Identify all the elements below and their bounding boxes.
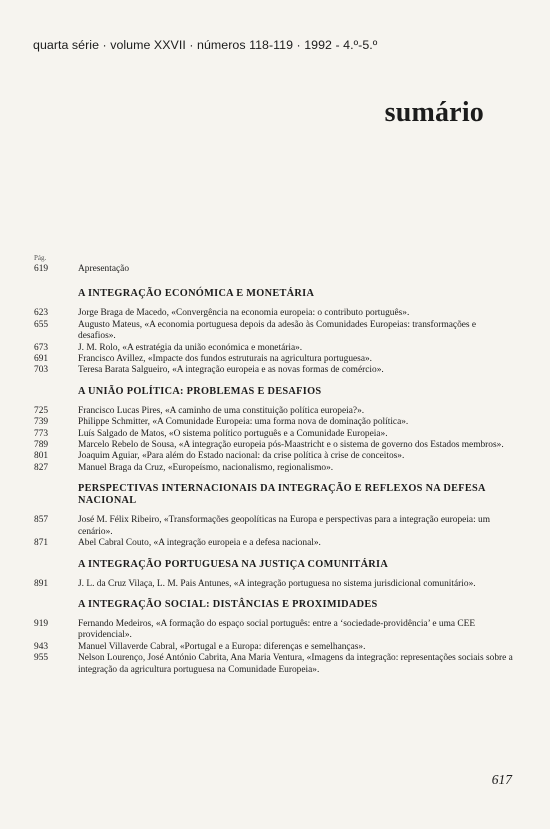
toc-entry-text: Manuel Braga da Cruz, «Europeísmo, nacionalismo, regionalismo». [78, 462, 334, 473]
toc-entry-text: Francisco Lucas Pires, «A caminho de uma constituição política europeia?». [78, 405, 365, 416]
toc-section-heading: A INTEGRAÇÃO SOCIAL: DISTÂNCIAS E PROXIMIDADES [78, 598, 378, 610]
toc-page-number: 703 [34, 365, 49, 376]
toc-sections [34, 288, 514, 676]
toc-entry-text: Fernando Medeiros, «A formação do espaço social português: entre a ‘sociedade-providência’ e uma CEE providencial». [78, 618, 476, 641]
toc-page-number: 801 [34, 451, 49, 462]
page-title: sumário [384, 97, 484, 128]
toc-page-number: 891 [34, 578, 49, 589]
toc-entry[interactable] [34, 320, 514, 343]
toc-section-heading: A INTEGRAÇÃO PORTUGUESA NA JUSTIÇA COMUNITÁRIA [78, 558, 389, 570]
toc-entry[interactable] [34, 538, 514, 549]
toc-section-heading: A UNIÃO POLÍTICA: PROBLEMAS E DESAFIOS [78, 385, 322, 397]
toc-entry-text: Manuel Villaverde Cabral, «Portugal e a Europa: diferenças e semelhanças». [78, 641, 366, 652]
toc-entry[interactable] [34, 451, 514, 462]
toc-entry-text: Nelson Lourenço, José António Cabrita, Ana Maria Ventura, «Imagens da integração: representações sociais sobre a integração da agricultura portuguesa na Comunidade Europeia». [78, 653, 513, 675]
toc-entry-text: Philippe Schmitter, «A Comunidade Europeia: uma forma nova de dominação política». [78, 417, 409, 428]
toc-section-heading: PERSPECTIVAS INTERNACIONAIS DA INTEGRAÇÃO E REFLEXOS NA DEFESA NACIONAL [78, 483, 486, 507]
toc-page-number: 871 [34, 538, 49, 549]
toc-entry-text: Joaquim Aguiar, «Para além do Estado nacional: da crise política à crise de conceitos». [78, 451, 405, 462]
toc-entry-text: Marcelo Rebelo de Sousa, «A integração europeia pós-Maastricht e o sistema de governo dos Estados membros». [78, 440, 504, 451]
toc-entry-text: Francisco Avillez, «Impacte dos fundos estruturais na agricultura portuguesa». [78, 354, 373, 365]
toc-entry-text: Augusto Mateus, «A economia portuguesa depois da adesão às Comunidades Europeias: transformações e desafios». [78, 319, 477, 342]
toc-page-number: 623 [34, 308, 49, 319]
toc-page-number: 673 [34, 342, 49, 353]
toc-entry[interactable] [34, 515, 514, 538]
toc-entry[interactable] [34, 653, 514, 676]
toc-page-number: 827 [34, 462, 49, 473]
bleed-through [270, 70, 520, 230]
page-column-label: Pág. [34, 254, 47, 262]
toc-entry-text: Luís Salgado de Matos, «O sistema político português e a Comunidade Europeia». [78, 428, 388, 439]
toc-entry[interactable] [34, 440, 514, 451]
toc-entry[interactable] [34, 463, 514, 474]
toc-entry[interactable] [34, 354, 514, 365]
toc-page-number: 655 [34, 319, 49, 330]
toc-entry-intro[interactable] [34, 264, 514, 275]
toc-entry-text: Teresa Barata Salgueiro, «A integração europeia e as novas formas de comércio». [78, 365, 384, 376]
toc-entry-text: J. M. Rolo, «A estratégia da união económica e monetária». [78, 342, 303, 353]
toc-page-number: 739 [34, 417, 49, 428]
toc-entry-text: Abel Cabral Couto, «A integração europeia e a defesa nacional». [78, 538, 321, 549]
toc-entry-text: José M. Félix Ribeiro, «Transformações geopolíticas na Europa e perspectivas para a integração europeia: um cenário». [78, 515, 491, 537]
table-of-contents [34, 264, 514, 676]
toc-entry[interactable] [34, 429, 514, 440]
toc-entry[interactable] [34, 308, 514, 319]
toc-entry[interactable] [34, 406, 514, 417]
toc-entry-text: Jorge Braga de Macedo, «Convergência na economia europeia: o contributo português». [78, 308, 410, 319]
toc-page-number: 857 [34, 515, 49, 526]
toc-entry[interactable] [34, 365, 514, 376]
toc-page-number: 773 [34, 428, 49, 439]
page-folio: 617 [491, 772, 512, 787]
toc-page-number: 943 [34, 641, 49, 652]
toc-page-number: 955 [34, 653, 49, 664]
toc-page-number: 725 [34, 405, 49, 416]
toc-entry[interactable] [34, 579, 514, 590]
toc-page-number: 789 [34, 440, 49, 451]
toc-entry[interactable] [34, 343, 514, 354]
toc-entry-text: Apresentação [78, 264, 130, 274]
toc-page-number: 619 [34, 264, 49, 274]
toc-entry[interactable] [34, 619, 514, 642]
toc-page-number: 919 [34, 618, 49, 629]
toc-page-number: 691 [34, 354, 49, 365]
toc-section-heading: A INTEGRAÇÃO ECONÓMICA E MONETÁRIA [78, 288, 315, 300]
toc-entry-text: J. L. da Cruz Vilaça, L. M. Pais Antunes, «A integração portuguesa no sistema jurisdicional comunitário». [78, 578, 476, 589]
toc-entry[interactable] [34, 642, 514, 653]
journal-masthead: quarta série · volume XXVII · números 118-119 · 1992 - 4.º-5.º [33, 38, 378, 52]
toc-entry[interactable] [34, 417, 514, 428]
